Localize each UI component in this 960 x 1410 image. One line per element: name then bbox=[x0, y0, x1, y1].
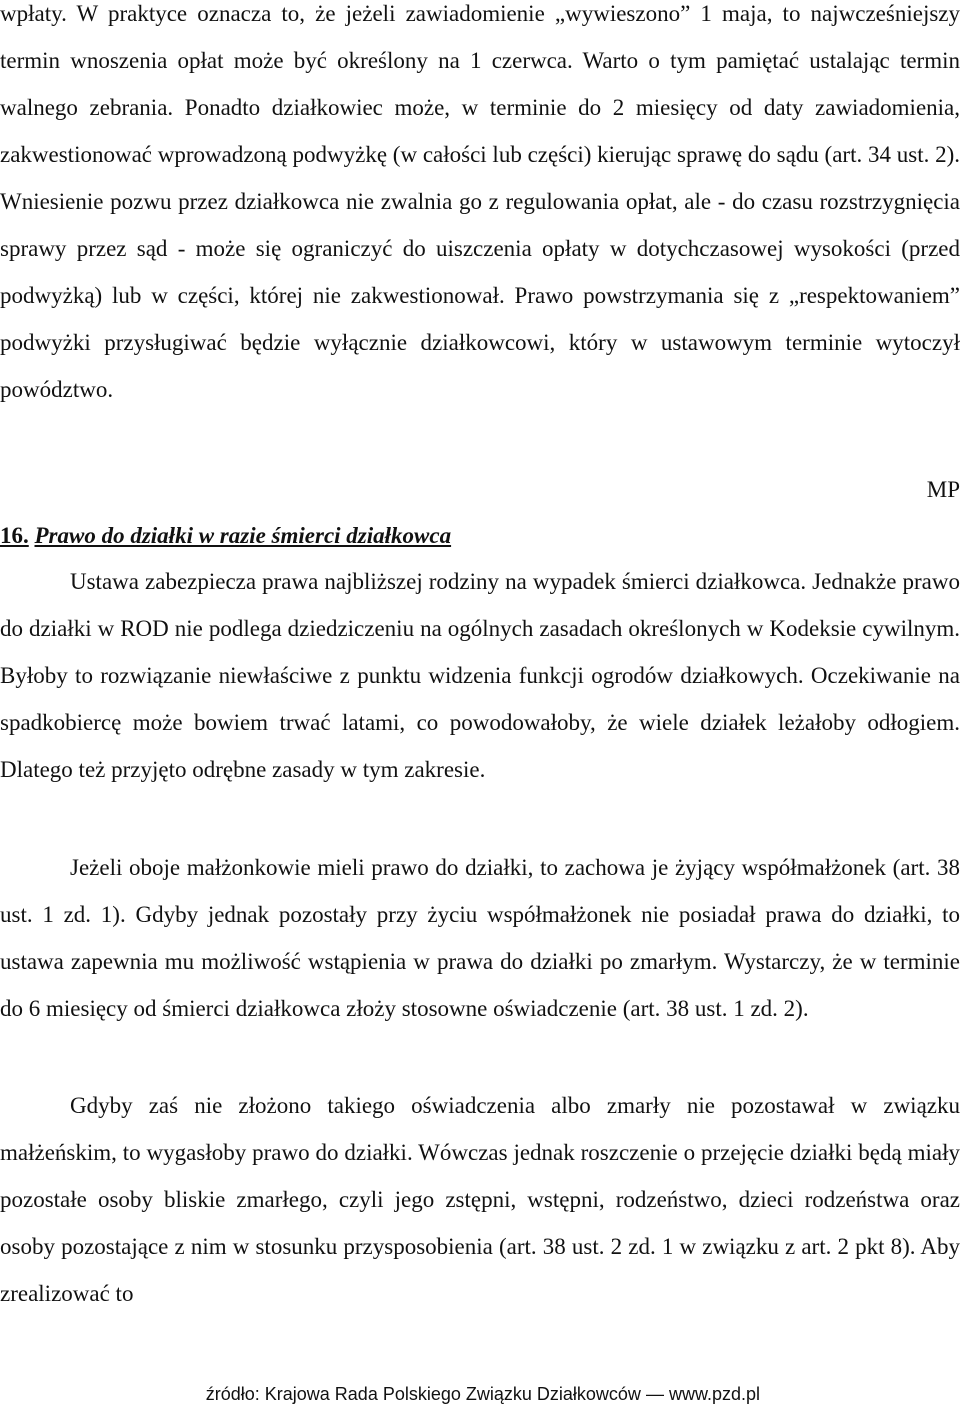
paragraph-other-relatives: Gdyby zaś nie złożono takiego oświadczenia albo zmarły nie pozostawał w związku małżeńskim, to wygasłoby prawo do działki. Wówczas jednak roszczenie o przejęcie działki będą miały pozostałe osoby bliskie zmarłego, czyli jego zstępni, wstępni, rodzeństwo, dzieci rodzeństwa oraz osoby pozostające z nim w stosunku przysposobienia (art. 38 ust. 2 zd. 1 w związku z art. 2 pkt 8). Aby zrealizować to bbox=[0, 1093, 960, 1306]
author-initials: MP bbox=[926, 477, 960, 502]
paragraph-spouse-rights: Jeżeli oboje małżonkowie mieli prawo do działki, to zachowa je żyjący współmałżonek (art. 38 ust. 1 zd. 1). Gdyby jednak pozostały przy życiu współmałżonek nie posiadał prawa do działki, to ustawa zapewnia mu możliwość wstąpienia w prawa do działki po zmarłym. Wystarczy, że w terminie do 6 miesięcy od śmierci działkowca złoży stosowne oświadczenie (art. 38 ust. 1 zd. 2). bbox=[0, 855, 960, 1021]
paragraph-fee-payment: wpłaty. W praktyce oznacza to, że jeżeli zawiadomienie „wywieszono” 1 maja, to najwcześniejszy termin wnoszenia opłat może być określony na 1 czerwca. Warto o tym pamiętać ustalając termin walnego zebrania. Ponadto działkowiec może, w terminie do 2 miesięcy od daty zawiadomienia, zakwestionować wprowadzoną podwyżkę (w całości lub części) kierując sprawę do sądu (art. 34 ust. 2). Wniesienie pozwu przez działkowca nie zwalnia go z regulowania opłat, ale - do czasu rozstrzygnięcia sprawy przez sąd - może się ograniczyć do uiszczenia opłaty w dotychczasowej wysokości (przed podwyżką) lub w części, której nie zakwestionował. Prawo powstrzymania się z „respektowaniem” podwyżki przysługiwać będzie wyłącznie działkowcowi, który w ustawowym terminie wytoczył powództwo. bbox=[0, 1, 960, 402]
footer-source: źródło: Krajowa Rada Polskiego Związku Działkowców bbox=[205, 1384, 641, 1404]
section-number: 16. bbox=[0, 523, 29, 548]
footer-dash: — bbox=[645, 1384, 664, 1404]
paragraph-family-rights: Ustawa zabezpiecza prawa najbliższej rodziny na wypadek śmierci działkowca. Jednakże prawo do działki w ROD nie podlega dziedziczeniu na ogólnych zasadach określonych w Kodeksie cywilnym. Byłoby to rozwiązanie niewłaściwe z punktu widzenia funkcji ogrodów działkowych. Oczekiwanie na spadkobiercę może bowiem trwać latami, co powodowałoby, że wiele działek leżałoby odłogiem. Dlatego też przyjęto odrębne zasady w tym zakresie. bbox=[0, 569, 960, 782]
page-footer bbox=[206, 1383, 760, 1405]
footer-site-link[interactable]: www.pzd.pl bbox=[668, 1384, 760, 1404]
section-heading bbox=[0, 512, 451, 559]
section-title: Prawo do działki w razie śmierci działkowca bbox=[34, 523, 452, 548]
